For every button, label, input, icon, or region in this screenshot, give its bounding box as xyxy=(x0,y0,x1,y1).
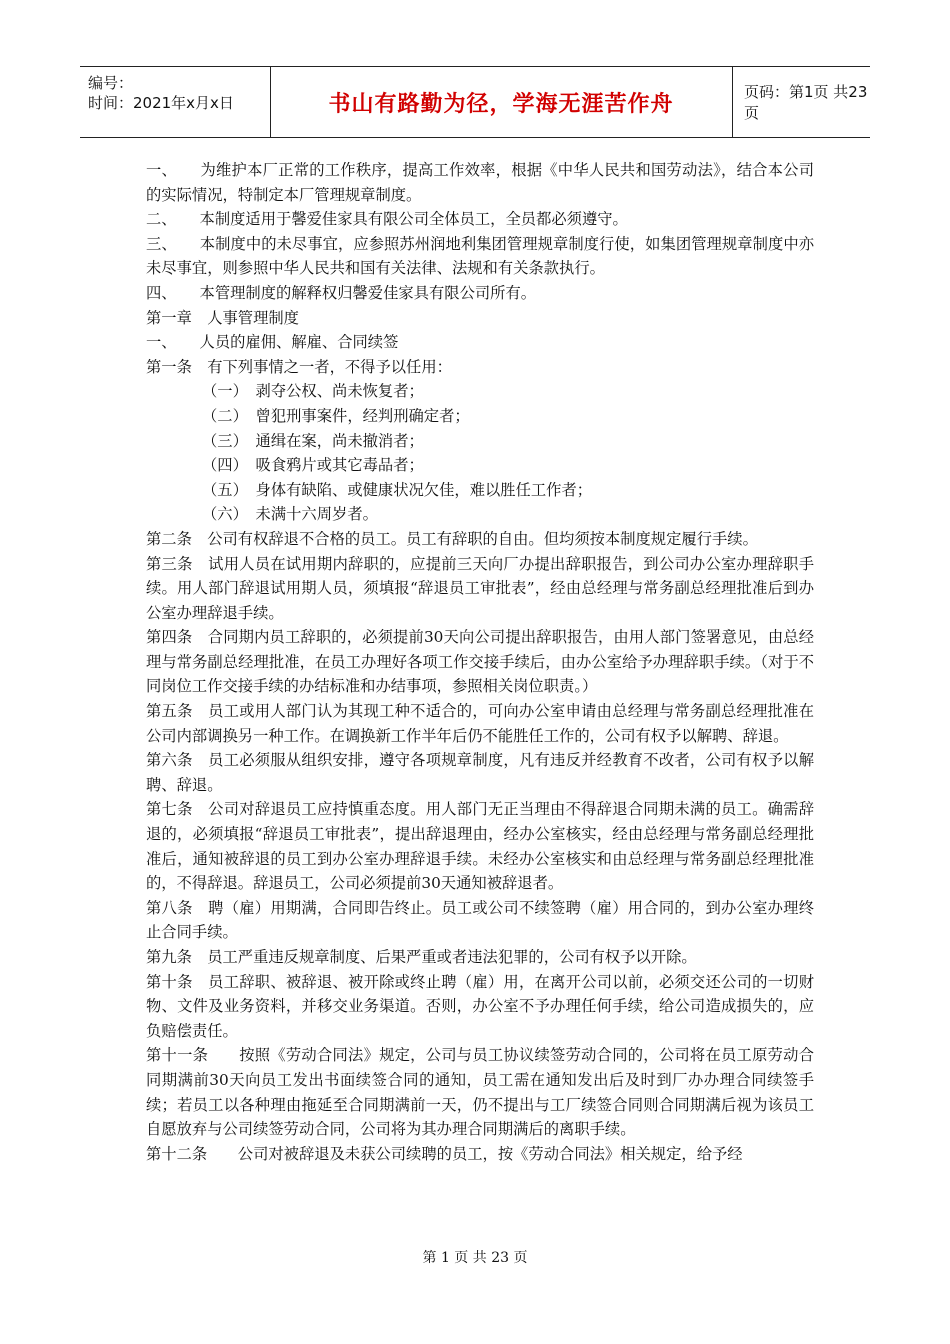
document-body xyxy=(146,158,814,1166)
page-header xyxy=(80,66,870,138)
paragraph: 第四条 合同期内员工辞职的，必须提前30天向公司提出辞职报告，由用人部门签署意见，由总经理与常务副总经理批准，在员工办理好各项工作交接手续后，由办公室给予办理辞职手续。（对于不同岗位工作交接手续的办结标准和办结事项，参照相关岗位职责。） xyxy=(146,628,814,696)
paragraph: （六） 未满十六周岁者。 xyxy=(202,505,378,524)
paragraph: 第九条 员工严重违反规章制度、后果严重或者违法犯罪的，公司有权予以开除。 xyxy=(146,948,697,966)
paragraph: （二） 曾犯刑事案件，经判刑确定者； xyxy=(202,406,470,425)
paragraph: （四） 吸食鸦片或其它毒品者； xyxy=(202,456,424,475)
header-motto: 书山有路勤为径，学海无涯苦作舟 xyxy=(270,67,733,137)
header-page-info: 页码：第1页 共23页 xyxy=(744,83,868,122)
header-meta xyxy=(80,67,271,137)
paragraph: 一、 为维护本厂正常的工作秩序，提高工作效率，根据《中华人民共和国劳动法》，结合本公司的实际情况，特制定本厂管理规章制度。 xyxy=(146,161,814,204)
paragraph: 三、 本制度中的未尽事宜，应参照苏州润地利集团管理规章制度行使，如集团管理规章制度中亦未尽事宜，则参照中华人民共和国有关法律、法规和有关条款执行。 xyxy=(146,234,814,278)
paragraph: （三） 通缉在案，尚未撤消者； xyxy=(202,431,424,450)
paragraph: 第八条 聘（雇）用期满，合同即告终止。员工或公司不续签聘（雇）用合同的，到办公室办理终止合同手续。 xyxy=(146,898,814,942)
paragraph: 第六条 员工必须服从组织安排，遵守各项规章制度，凡有违反并经教育不改者，公司有权予以解聘、辞退。 xyxy=(146,751,814,794)
paragraph: 第三条 试用人员在试用期内辞职的，应提前三天向厂办提出辞职报告，到公司办公室办理辞职手续。用人部门辞退试用期人员，须填报“辞退员工审批表”，经由总经理与常务副总经理批准后到办公室办理辞退手续。 xyxy=(146,554,814,622)
paragraph: 二、 本制度适用于馨爱佳家具有限公司全体员工，全员都必须遵守。 xyxy=(146,210,628,229)
paragraph: （五） 身体有缺陷、或健康状况欠佳，难以胜任工作者； xyxy=(202,480,593,499)
paragraph: 第一章 人事管理制度 xyxy=(146,308,299,327)
document-date: 时间：2021年x月x日 xyxy=(88,94,234,112)
paragraph: 第七条 公司对辞退员工应持慎重态度。用人部门无正当理由不得辞退合同期未满的员工。确需辞退的，必须填报“辞退员工审批表”，提出辞退理由，经办公室核实，经由总经理与常务副总经理批准后，通知被辞退的员工到办公室办理辞退手续。未经办公室核实和由总经理与常务副总经理批准的，不得辞退。辞退员工，公司必须提前30天通知被辞退者。 xyxy=(146,800,814,893)
paragraph: 第一条 有下列事情之一者，不得予以任用： xyxy=(146,357,452,376)
paragraph: 四、 本管理制度的解释权归馨爱佳家具有限公司所有。 xyxy=(146,283,537,302)
page-footer: 第 1 页 共 23 页 xyxy=(422,1250,528,1266)
paragraph: 第十条 员工辞职、被辞退、被开除或终止聘（雇）用，在离开公司以前，必须交还公司的一切财物、文件及业务资料，并移交业务渠道。否则，办公室不予办理任何手续，给公司造成损失的，应负赔偿责任。 xyxy=(146,972,814,1040)
paragraph: 第十二条 公司对被辞退及未获公司续聘的员工，按《劳动合同法》相关规定，给予经 xyxy=(146,1144,743,1163)
paragraph: （一） 剥夺公权、尚未恢复者； xyxy=(202,382,424,401)
paragraph: 第五条 员工或用人部门认为其现工种不适合的，可向办公室申请由总经理与常务副总经理批准在公司内部调换另一种工作。在调换新工作半年后仍不能胜任工作的，公司有权予以解聘、辞退。 xyxy=(146,702,814,745)
paragraph: 第十一条 按照《劳动合同法》规定，公司与员工协议续签劳动合同的，公司将在员工原劳动合同期满前30天向员工发出书面续签合同的通知，员工需在通知发出后及时到厂办办理合同续签手续；若员工以各种理由拖延至合同期满前一天，仍不提出与工厂续签合同则合同期满后视为该员工自愿放弃与公司续签劳动合同，公司将为其办理合同期满后的离职手续。 xyxy=(146,1046,814,1139)
paragraph: 一、 人员的雇佣、解雇、合同续签 xyxy=(146,333,399,352)
document-number-label: 编号： xyxy=(88,74,134,92)
paragraph: 第二条 公司有权辞退不合格的员工。员工有辞职的自由。但均须按本制度规定履行手续。 xyxy=(146,529,758,548)
